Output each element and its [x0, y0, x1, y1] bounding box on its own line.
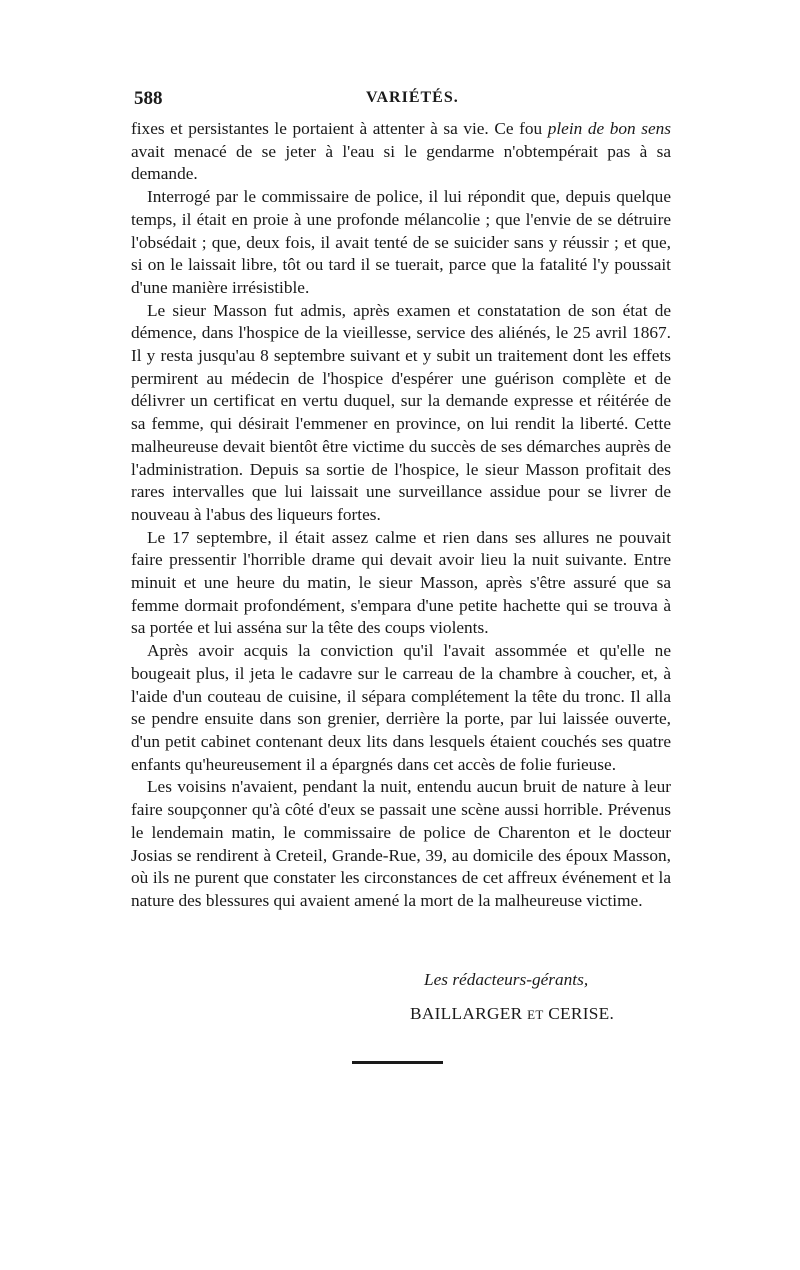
- signature-name-baillarger: BAILLARGER: [410, 1003, 523, 1023]
- running-title: VARIÉTÉS.: [366, 89, 459, 106]
- text-run: Les voisins n'avaient, pendant la nuit, entendu aucun bruit de nature à leur faire soupçonner qu'à côté d'eux se passait une scène aussi horrible. Prévenus le lendemain matin, le commissaire de police de Charenton et le docteur Josias se rendirent à Creteil, Grande-Rue, 39, au domicile des époux Masson, où ils ne purent que constater les circonstances de cet affreux événement et la nature des blessures qui avaient amené la mort de la malheureuse victime.: [131, 777, 671, 910]
- paragraph: [131, 300, 671, 527]
- paragraph: [131, 640, 671, 776]
- paragraph: [131, 527, 671, 641]
- signature-label: Les rédacteurs-gérants,: [424, 969, 589, 989]
- text-run: Interrogé par le commissaire de police, il lui répondit que, depuis quelque temps, il était en proie à une profonde mélancolie ; que l'envie de se détruire l'obsédait ; que, deux fois, il avait tenté de se suicider sans y réussir ; et que, si on le laissait libre, tôt ou tard il se tuerait, parce que la fatalité l'y poussait d'une manière irrésistible.: [131, 187, 671, 297]
- text-run: Le sieur Masson fut admis, après examen et constatation de son état de démence, dans l'hospice de la vieillesse, service des aliénés, le 25 avril 1867. Il y resta jusqu'au 8 septembre suivant et y subit un traitement dont les effets permirent au médecin de l'hospice d'espérer une guérison complète et de délivrer un certificat en vertu duquel, sur la demande expresse et réitérée de sa femme, qui désirait l'emmener en province, on lui rendit la liberté. Cette malheureuse devait bientôt être victime du succès de ses démarches auprès de l'administration. Depuis sa sortie de l'hospice, le sieur Masson profitait des rares intervalles que lui laissait une surveillance assidue pour se livrer de nouveau à l'abus des liqueurs fortes.: [131, 300, 671, 524]
- text-run: Après avoir acquis la conviction qu'il l'avait assommée et qu'elle ne bougeait plus, il jeta le cadavre sur le carreau de la chambre à coucher, et, à l'aide d'un couteau de cuisine, il sépara complétement la tête du tronc. Il alla se pendre ensuite dans son grenier, derrière la porte, par lui laissée ouverte, d'un petit cabinet contenant deux lits dans lesquels étaient couchés ses quatre enfants qu'heureusement il a épargnés dans cet accès de folie furieuse.: [131, 641, 671, 774]
- text-run: fixes et persistantes le portaient à attenter à sa vie. Ce fou: [131, 119, 548, 138]
- paragraph: [131, 776, 671, 912]
- signature-conjunction: ET: [527, 1006, 544, 1022]
- signature-names: [410, 1004, 671, 1024]
- end-rule: [352, 1061, 443, 1064]
- text-run: avait menacé de se jeter à l'eau si le gendarme n'obtempérait pas à sa demande.: [131, 141, 671, 184]
- article-body: [131, 118, 671, 913]
- paragraph: [131, 186, 671, 300]
- page-number: 588: [134, 88, 163, 109]
- text-run: Le 17 septembre, il était assez calme et rien dans ses allures ne pouvait faire pressentir l'horrible drame qui devait avoir lieu la nuit suivante. Entre minuit et une heure du matin, le sieur Masson, après s'être assuré que sa femme dormait profondément, s'empara d'une petite hachette qui se trouva à sa portée et lui asséna sur la tête des coups violents.: [131, 527, 671, 638]
- signature-block: [131, 970, 671, 1024]
- running-header: [131, 88, 671, 116]
- page: [131, 88, 671, 1024]
- signature-name-cerise: CERISE.: [548, 1003, 615, 1023]
- paragraph: [131, 118, 671, 186]
- italic-phrase: plein de bon sens: [547, 119, 671, 138]
